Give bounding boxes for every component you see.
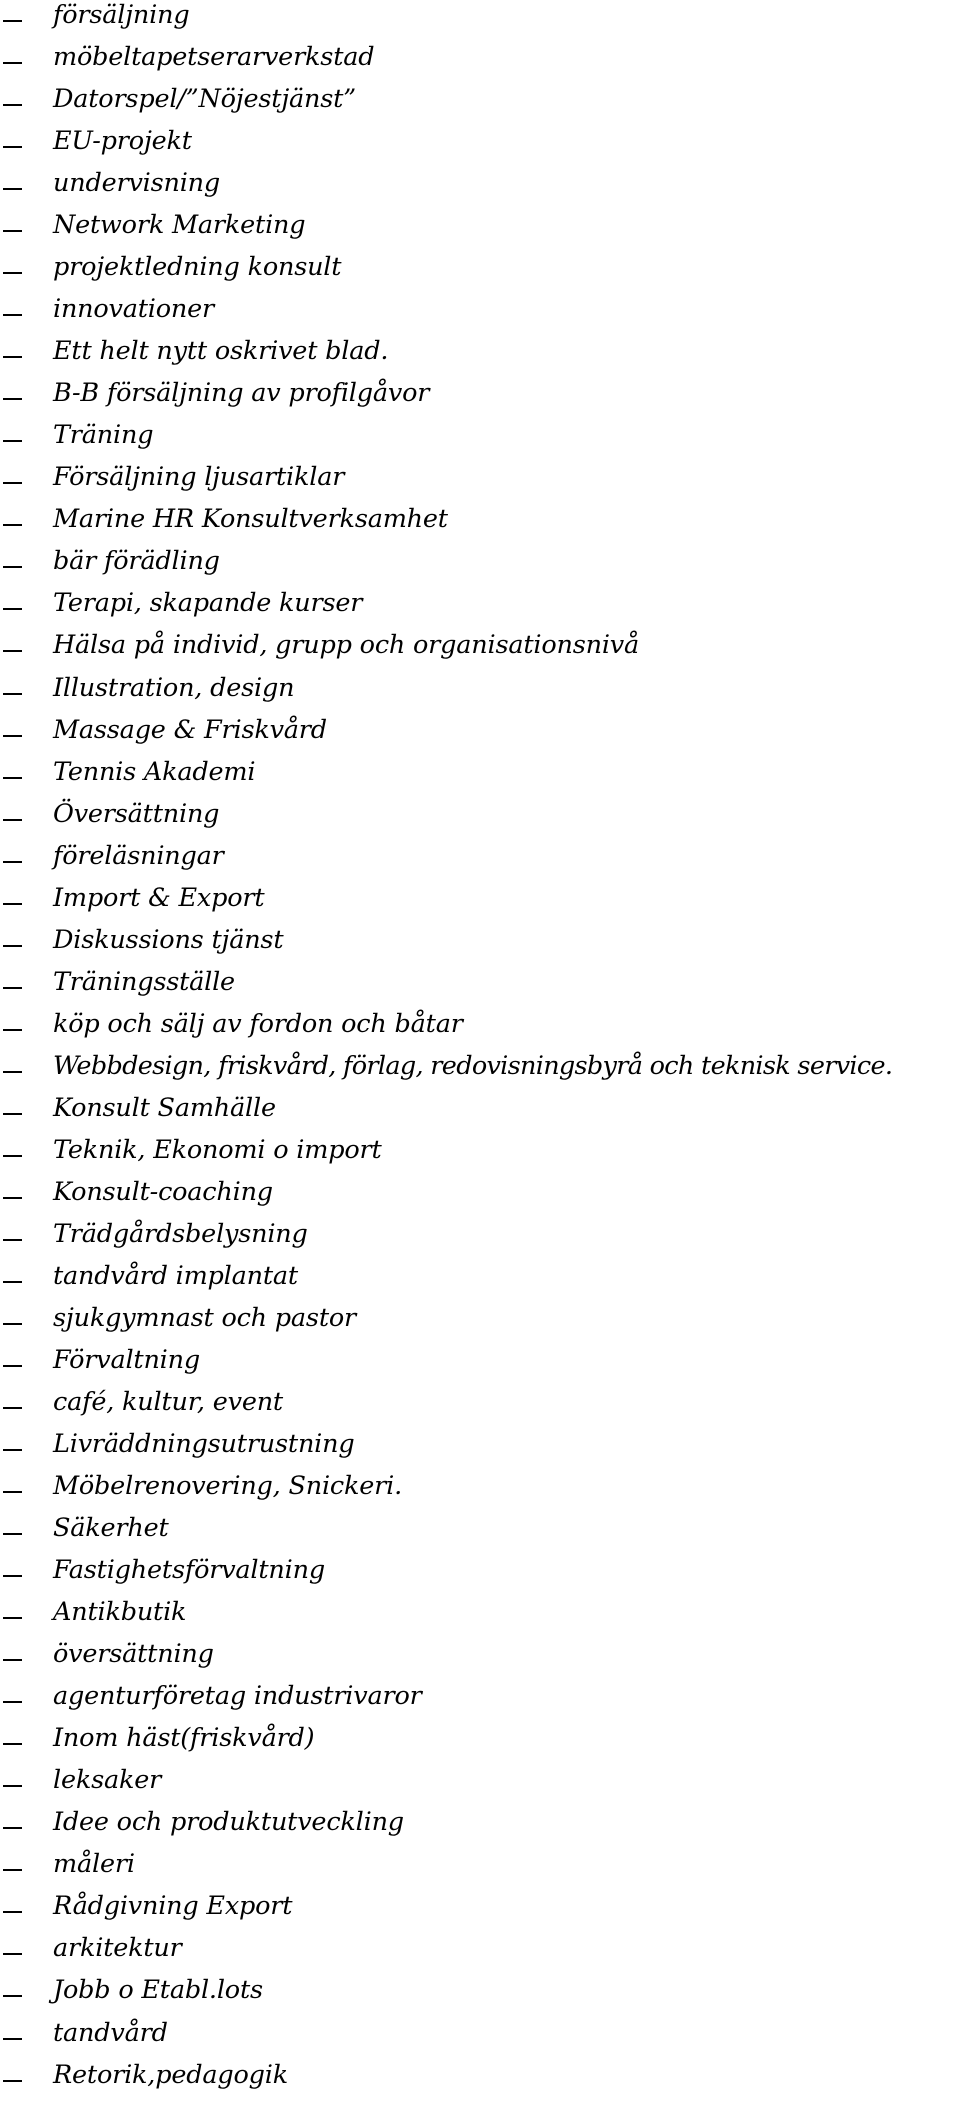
list-item-text: översättning — [53, 1639, 214, 1670]
list-item — [0, 1177, 960, 1219]
list-item-text: Översättning — [53, 798, 220, 829]
dash-bullet — [3, 1281, 22, 1283]
list-item-text: innovationer — [53, 294, 215, 325]
list-item — [0, 294, 960, 336]
list-item-text: projektledning konsult — [53, 252, 342, 283]
dash-bullet — [3, 861, 22, 863]
dash-bullet — [3, 819, 22, 821]
dash-bullet — [3, 693, 22, 695]
list-item-text: leksaker — [53, 1765, 162, 1796]
dash-bullet — [3, 1197, 22, 1199]
dash-bullet — [3, 188, 22, 190]
list-item-text: Konsult-coaching — [53, 1176, 273, 1207]
list-item-text: Träningsställe — [53, 966, 235, 997]
list-item-text: EU-projekt — [53, 126, 192, 157]
list-item — [0, 1261, 960, 1303]
list-item — [0, 925, 960, 967]
list-item — [0, 1303, 960, 1345]
dash-bullet — [3, 1533, 22, 1535]
list-item-text: Antikbutik — [53, 1597, 187, 1628]
dash-bullet — [3, 482, 22, 484]
list-item-text: Webbdesign, friskvård, förlag, redovisningsbyrå och teknisk service. — [53, 1050, 893, 1081]
list-item-text: Träning — [53, 420, 154, 451]
dash-bullet — [3, 1407, 22, 1409]
dash-bullet — [3, 1953, 22, 1955]
list-item-text: Datorspel/”Nöjestjänst” — [53, 84, 357, 115]
list-item — [0, 1471, 960, 1513]
list-item-text: café, kultur, event — [53, 1387, 283, 1418]
dash-bullet — [3, 1995, 22, 1997]
list-item-text: tandvård implantat — [53, 1260, 298, 1291]
list-item-text: Ett helt nytt oskrivet blad. — [53, 336, 389, 367]
list-item — [0, 1639, 960, 1681]
list-item — [0, 1807, 960, 1849]
dash-bullet — [3, 1449, 22, 1451]
dash-bullet — [3, 735, 22, 737]
list-item-text: Tennis Akademi — [53, 756, 256, 787]
dash-bullet — [3, 1491, 22, 1493]
list-item — [0, 2018, 960, 2060]
list-item-text: Import & Export — [53, 882, 265, 913]
list-item — [0, 841, 960, 883]
list-item — [0, 546, 960, 588]
dash-bullet — [3, 1869, 22, 1871]
dash-bullet — [3, 903, 22, 905]
list-item — [0, 504, 960, 546]
list-item — [0, 757, 960, 799]
list-item — [0, 1429, 960, 1471]
list-item-text: Massage & Friskvård — [53, 714, 327, 745]
list-item-text: Trädgårdsbelysning — [53, 1218, 308, 1249]
dash-bullet — [3, 1365, 22, 1367]
list-item-text: Marine HR Konsultverksamhet — [53, 504, 448, 535]
list-item — [0, 84, 960, 126]
list-item-text: Idee och produktutveckling — [53, 1807, 404, 1838]
list-item — [0, 252, 960, 294]
list-item-text: Rådgivning Export — [53, 1891, 293, 1922]
list-item-text: köp och sälj av fordon och båtar — [53, 1008, 463, 1039]
dash-bullet — [3, 650, 22, 652]
dash-bullet — [3, 945, 22, 947]
dash-bullet — [3, 1827, 22, 1829]
list-item-text: Network Marketing — [53, 210, 306, 241]
list-item — [0, 883, 960, 925]
dash-bullet — [3, 1911, 22, 1913]
list-item — [0, 673, 960, 715]
list-item-text: Förvaltning — [53, 1345, 200, 1375]
list-item — [0, 715, 960, 757]
dash-bullet — [3, 314, 22, 316]
dash-bullet — [3, 1029, 22, 1031]
list-item — [0, 1345, 960, 1387]
list-item-text: undervisning — [53, 168, 221, 199]
list-item — [0, 1555, 960, 1597]
list-item — [0, 1093, 960, 1135]
dash-bullet — [3, 2080, 22, 2082]
dash-bullet — [3, 272, 22, 274]
list-item — [0, 462, 960, 504]
dash-bullet — [3, 1659, 22, 1661]
list-item — [0, 126, 960, 168]
list-item-text: Fastighetsförvaltning — [53, 1555, 325, 1586]
list-item-text: Livräddningsutrustning — [53, 1429, 355, 1460]
list-item-text: försäljning — [53, 0, 190, 30]
list-item — [0, 799, 960, 841]
list-item-text: arkitektur — [53, 1933, 182, 1964]
dash-bullet — [3, 566, 22, 568]
list-item-text: Diskussions tjänst — [53, 924, 284, 955]
list-item — [0, 168, 960, 210]
dash-bullet — [3, 440, 22, 442]
dash-bullet — [3, 608, 22, 610]
list-item-text: Jobb o Etabl.lots — [53, 1975, 263, 2006]
dash-bullet — [3, 2038, 22, 2040]
dash-bullet — [3, 356, 22, 358]
dash-bullet — [3, 524, 22, 526]
dash-bullet — [3, 1323, 22, 1325]
list-item — [0, 588, 960, 630]
dash-bullet — [3, 62, 22, 64]
list-item — [0, 1513, 960, 1555]
list-item — [0, 1135, 960, 1177]
dash-bullet — [3, 987, 22, 989]
list-item — [0, 210, 960, 252]
list-item — [0, 1681, 960, 1723]
dash-bullet — [3, 398, 22, 400]
list-item — [0, 1723, 960, 1765]
list-item-text: bär förädling — [53, 546, 220, 577]
list-item-text: Retorik,pedagogik — [53, 2059, 288, 2090]
list-item-text: Möbelrenovering, Snickeri. — [53, 1471, 403, 1502]
list-item — [0, 336, 960, 378]
dash-bullet — [3, 1575, 22, 1577]
dash-bullet — [3, 1071, 22, 1073]
list-item-text: möbeltapetserarverkstad — [53, 42, 375, 73]
list-item — [0, 1975, 960, 2017]
list-item — [0, 1933, 960, 1975]
list-item — [0, 630, 960, 672]
list-item — [0, 42, 960, 84]
list-item-text: Illustration, design — [53, 672, 295, 703]
dash-bullet — [3, 1239, 22, 1241]
list-item — [0, 1219, 960, 1261]
list-item — [0, 1387, 960, 1429]
list-item-text: Teknik, Ekonomi o import — [53, 1134, 382, 1165]
list-item — [0, 967, 960, 1009]
dash-bullet — [3, 146, 22, 148]
list-item-text: Säkerhet — [53, 1513, 169, 1544]
dash-bullet — [3, 20, 22, 22]
list-item-text: Konsult Samhälle — [53, 1092, 276, 1123]
list-item-text: tandvård — [53, 2017, 168, 2048]
list-item — [0, 420, 960, 462]
list-item-text: sjukgymnast och pastor — [53, 1302, 357, 1333]
list-item-text: Försäljning ljusartiklar — [53, 462, 345, 493]
dash-bullet — [3, 1701, 22, 1703]
dash-bullet — [3, 777, 22, 779]
list-item-text: Terapi, skapande kurser — [53, 588, 363, 619]
dash-bullet — [3, 104, 22, 106]
list-item — [0, 1849, 960, 1891]
list-item — [0, 378, 960, 420]
list-item-text: agenturföretag industrivaror — [53, 1681, 422, 1712]
dash-bullet — [3, 1617, 22, 1619]
list-item — [0, 1051, 960, 1093]
dash-bullet — [3, 1155, 22, 1157]
list-item — [0, 1765, 960, 1807]
dash-bullet — [3, 1113, 22, 1115]
list-item — [0, 1891, 960, 1933]
list-item-text: Hälsa på individ, grupp och organisationsnivå — [53, 630, 640, 661]
list-item-text: föreläsningar — [53, 840, 224, 871]
dash-bullet — [3, 1785, 22, 1787]
dash-bullet — [3, 1743, 22, 1745]
list-item-text: Inom häst(friskvård) — [53, 1723, 315, 1754]
list-item — [0, 1009, 960, 1051]
list-item — [0, 1597, 960, 1639]
dash-bullet — [3, 230, 22, 232]
list-item — [0, 0, 960, 42]
list-item — [0, 2060, 960, 2102]
list-item-text: måleri — [53, 1849, 135, 1880]
list-item-text: B-B försäljning av profilgåvor — [53, 378, 430, 409]
